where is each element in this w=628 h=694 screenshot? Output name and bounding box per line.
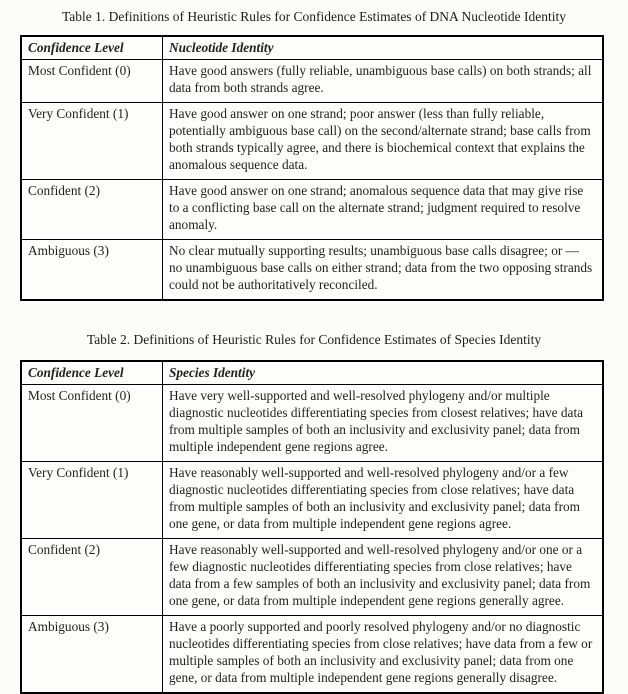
- definition-cell: Have reasonably well-supported and well-resolved phylogeny and/or one or a few diagnostic nucleotides differentiating species from close relatives; have data from a few samples of both an inclusivity and exclusivity panel; data from one gene, or data from multiple independent gene regions generally agree.: [163, 539, 604, 616]
- table1-caption: Table 1. Definitions of Heuristic Rules for Confidence Estimates of DNA Nucleotide Identity: [61, 9, 567, 24]
- table-row: [21, 240, 603, 301]
- table-row: [21, 462, 603, 539]
- table2-header-row: [21, 361, 603, 385]
- confidence-level-cell: Ambiguous (3): [21, 240, 163, 301]
- confidence-level-cell: Very Confident (1): [21, 462, 163, 539]
- table1-header-row: [21, 36, 603, 60]
- definition-cell: No clear mutually supporting results; unambiguous base calls disagree; or — no unambiguous base calls on either strand; data from the two opposing strands could not be authoritatively reconciled.: [163, 240, 604, 301]
- confidence-level-cell: Most Confident (0): [21, 60, 163, 103]
- table2-header-species-identity: Species Identity: [163, 361, 604, 385]
- table1-header-nucleotide-identity: Nucleotide Identity: [163, 36, 604, 60]
- table2-caption: Table 2. Definitions of Heuristic Rules for Confidence Estimates of Species Identity: [86, 332, 542, 347]
- table1-dna-nucleotide-identity: [20, 35, 604, 301]
- definition-cell: Have good answers (fully reliable, unambiguous base calls) on both strands; all data from both strands agree.: [163, 60, 604, 103]
- table-row: [21, 103, 603, 180]
- table2-header-confidence-level: Confidence Level: [21, 361, 163, 385]
- definition-cell: Have reasonably well-supported and well-resolved phylogeny and/or a few diagnostic nucleotides differentiating species from close relatives; have data from multiple samples of both an inclusivity and exclusivity panel; data from one gene, or data from multiple independent gene regions agree.: [163, 462, 604, 539]
- table-row: [21, 60, 603, 103]
- confidence-level-cell: Ambiguous (3): [21, 616, 163, 694]
- definition-cell: Have a poorly supported and poorly resolved phylogeny and/or no diagnostic nucleotides differentiating species from close relatives; have data from a few or multiple samples of both an inclusivity and exclusivity panel; data from one gene, or data from multiple independent gene regions generally disagree.: [163, 616, 604, 694]
- table-row: [21, 180, 603, 240]
- definition-cell: Have very well-supported and well-resolved phylogeny and/or multiple diagnostic nucleotides differentiating species from closest relatives; have data from multiple samples of both an inclusivity and exclusivity panel; data from multiple independent gene regions agree.: [163, 385, 604, 462]
- table-row: [21, 539, 603, 616]
- table2-species-identity: [20, 360, 604, 694]
- confidence-level-cell: Most Confident (0): [21, 385, 163, 462]
- confidence-level-cell: Very Confident (1): [21, 103, 163, 180]
- confidence-level-cell: Confident (2): [21, 180, 163, 240]
- table-row: [21, 616, 603, 694]
- table1-header-confidence-level: Confidence Level: [21, 36, 163, 60]
- table-row: [21, 385, 603, 462]
- definition-cell: Have good answer on one strand; poor answer (less than fully reliable, potentially ambiguous base call) on the second/alternate strand; base calls from both strands typically agree, and there is biochemical context that explains the anomalous sequence data.: [163, 103, 604, 180]
- definition-cell: Have good answer on one strand; anomalous sequence data that may give rise to a conflicting base call on the alternate strand; judgment required to resolve anomaly.: [163, 180, 604, 240]
- confidence-level-cell: Confident (2): [21, 539, 163, 616]
